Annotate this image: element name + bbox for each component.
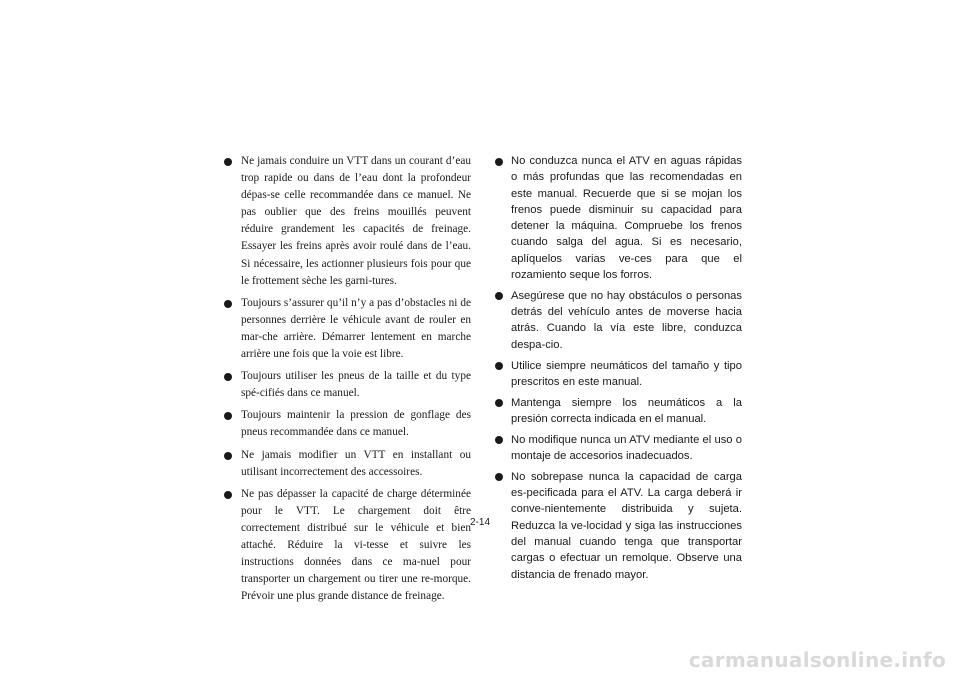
list-item-text: No sobrepase nunca la capacidad de carga es-pecificada para el ATV. La carga deberá ir conve-nientemente distribuida y sujeta. Reduzca la ve-locidad y siga las instrucciones del manual cuando tenga que transportar cargas o efectuar un remolque. Observe una distancia de frenado mayor.	[511, 470, 742, 581]
list-item-text: Toujours maintenir la pression de gonflage des pneus recommandée dans ce manuel.	[241, 409, 471, 439]
bullet-icon	[224, 373, 232, 381]
bullet-icon	[224, 412, 232, 420]
list-item	[494, 432, 742, 465]
list-item	[494, 358, 742, 391]
bullet-icon	[495, 158, 503, 166]
list-item	[223, 407, 471, 441]
bullet-icon	[224, 452, 232, 460]
bullet-icon	[224, 158, 232, 166]
bullet-icon	[495, 436, 503, 444]
list-item-text: Ne jamais conduire un VTT dans un courant d’eau trop rapide ou dans de l’eau dont la profondeur dépas-se celle recommandée dans ce manuel. Ne pas oublier que des freins mouillés peuvent réduire grandement les capacités de freinage. Essayer les freins après avoir roulé dans de l’eau. Si nécessaire, les actionner plusieurs fois pour que le frottement sèche les garni-tures.	[241, 155, 471, 287]
list-item-text: Toujours s’assurer qu’il n’y a pas d’obstacles ni de personnes derrière le véhicule avant de rouler en mar-che arrière. Démarrer lentement en marche arrière une fois que la voie est libre.	[241, 296, 471, 361]
list-item	[223, 486, 471, 606]
list-item-text: No modifique nunca un ATV mediante el uso o montaje de accesorios inadecuados.	[511, 433, 742, 463]
watermark: carmanualsonline.info	[688, 648, 946, 672]
list-item-text: Toujours utiliser les pneus de la taille et du type spé-cifiés dans ce manuel.	[241, 370, 471, 400]
bullet-icon	[495, 362, 503, 370]
bullet-icon	[495, 292, 503, 300]
list-item	[494, 288, 742, 353]
bullet-icon	[224, 300, 232, 308]
list-item	[223, 295, 471, 363]
list-item	[494, 395, 742, 428]
list-item	[223, 368, 471, 402]
list-item	[494, 153, 742, 283]
list-item-text: Utilice siempre neumáticos del tamaño y tipo prescritos en este manual.	[511, 359, 742, 388]
list-item-text: Ne pas dépasser la capacité de charge déterminée pour le VTT. Le chargement doit être correctement distribué sur le véhicule et bien attaché. Réduire la vi-tesse et suivre les instructions données dans ce ma-nuel pour transporter un chargement ou tirer une re-morque. Prévoir une plus grande distance de freinage.	[241, 487, 471, 603]
list-item	[223, 447, 471, 481]
french-column	[223, 153, 471, 610]
list-item	[223, 153, 471, 290]
list-item-text: Asegúrese que no hay obstáculos o personas detrás del vehículo antes de moverse hacia atrás. Cuando la vía este libre, conduzca despa-cio.	[511, 289, 742, 351]
list-item-text: Ne jamais modifier un VTT en installant ou utilisant incorrectement des accessoires.	[241, 448, 471, 478]
list-item-text: No conduzca nunca el ATV en aguas rápidas o más profundas que las recomendadas en este manual. Recuerde que si se mojan los frenos puede disminuir su capacidad para detener la máquina. Compruebe los frenos cuando salga del agua. Si es necesario, aplíquelos varias ve-ces para que el rozamiento seque los forros.	[511, 155, 742, 282]
list-item-text: Mantenga siempre los neumáticos a la presión correcta indicada en el manual.	[511, 396, 742, 425]
bullet-icon	[495, 399, 503, 407]
bullet-icon	[224, 491, 232, 499]
bullet-icon	[495, 473, 503, 481]
page-number: 2-14	[469, 517, 490, 528]
